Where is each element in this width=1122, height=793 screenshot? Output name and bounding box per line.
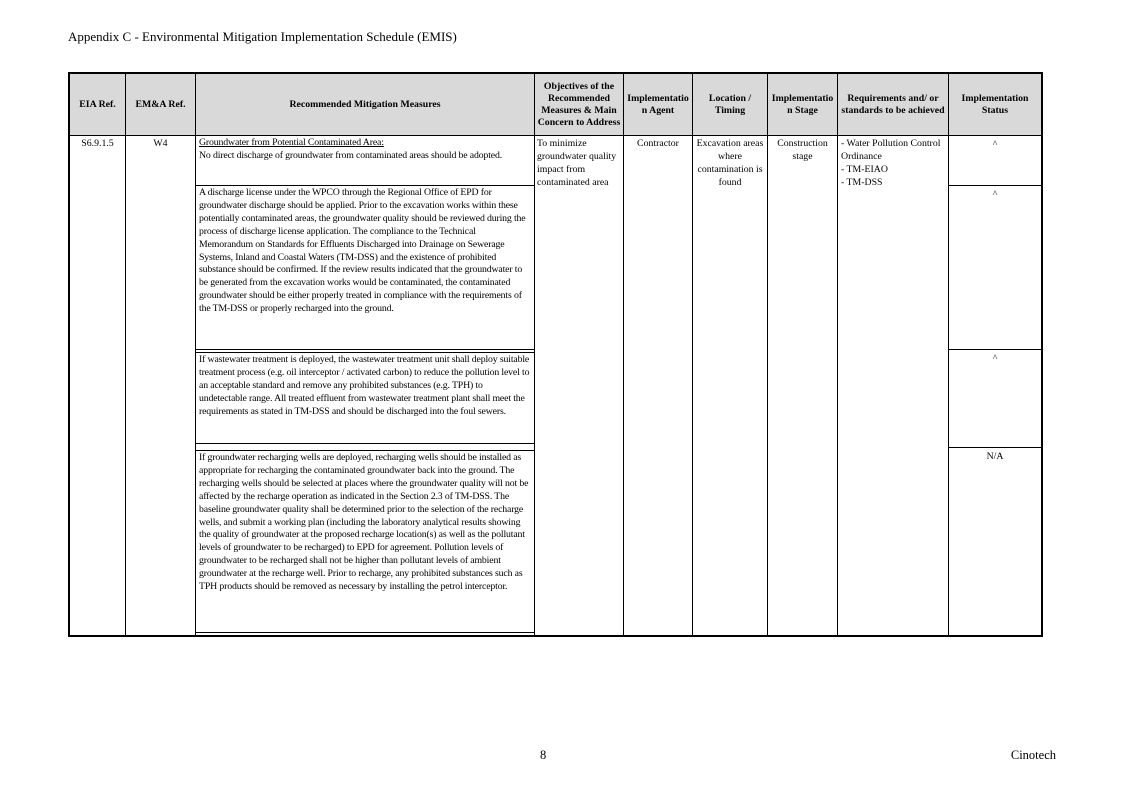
header-implementation-status: Implementation Status xyxy=(961,92,1029,116)
emis-table xyxy=(68,72,1043,637)
header-objectives: Objectives of the Recommended Measures & Main Concern to Address xyxy=(535,74,624,135)
cell-requirements xyxy=(838,136,949,635)
measure-heading: Groundwater from Potential Contaminated Area: xyxy=(199,137,384,148)
cell-location-timing: Excavation areas where contamination is found xyxy=(693,136,768,635)
header-ema-ref: EM&A Ref. xyxy=(126,74,196,135)
status-item-1: ^ xyxy=(949,136,1041,186)
cell-objectives: To minimize groundwater quality impact from contaminated area xyxy=(535,136,624,635)
header-location-timing: Location / Timing xyxy=(693,74,768,135)
requirement-item: - Water Pollution Control Ordinance xyxy=(841,138,941,162)
cell-implementation-agent: Contractor xyxy=(624,136,693,635)
header-mitigation-measures: Recommended Mitigation Measures xyxy=(196,74,535,135)
requirement-item: - TM-DSS xyxy=(841,176,883,188)
measure-item-3: If wastewater treatment is deployed, the wastewater treatment unit shall deploy suitable treatment process (e.g. oil interceptor / activated carbon) to reduce the pollution level to an acceptable standard and remove any prohibited substances (e.g. TPH) to undetectable range. All treated effluent from wastewater treatment plant shall meet the requirements as stated in TM-DSS and should be discharged into the foul sewers. xyxy=(196,352,534,444)
header-implementation-stage: Implementation Stage xyxy=(768,74,838,135)
status-item-4: N/A xyxy=(986,451,1004,462)
header-requirements: Requirements and/ or standards to be achieved xyxy=(838,74,949,135)
page-number: 8 xyxy=(540,748,547,762)
measure-item-4: If groundwater recharging wells are deployed, recharging wells should be installed as appropriate for recharging the contaminated groundwater back into the ground. The recharging wells should be selected at places where the groundwater quality will not be affected by the recharge operation as indicated in the Section 2.3 of TM-DSS. The baseline groundwater quality shall be determined prior to the selection of the recharge wells, and submit a working plan (including the laboratory analytical results showing the quality of groundwater at the proposed recharge location(s) as well as the pollutant levels of groundwater to be recharged) to EPD for agreement. Pollution levels of groundwater to be recharged shall not be higher than pollutant levels of ambient groundwater at the recharge well. Prior to recharge, any prohibited substances such as TPH products should be removed as necessary by installing the petrol interceptor. xyxy=(196,450,534,633)
measure-item-1 xyxy=(196,136,534,186)
cell-ema-ref: W4 xyxy=(126,136,196,635)
cell-implementation-status xyxy=(949,136,1041,635)
status-item-3: ^ xyxy=(949,350,1041,448)
measure-text: No direct discharge of groundwater from contaminated areas should be adopted. xyxy=(199,149,503,161)
table-data-row xyxy=(70,136,1041,635)
page-title: Appendix C - Environmental Mitigation Implementation Schedule (EMIS) xyxy=(68,29,457,44)
cell-mitigation-measures xyxy=(196,136,535,635)
company-name: Cinotech xyxy=(1010,748,1056,762)
header-eia-ref: EIA Ref. xyxy=(70,74,126,135)
requirement-item: - TM-EIAO xyxy=(841,163,888,175)
cell-eia-ref: S6.9.1.5 xyxy=(70,136,126,635)
measure-item-2: A discharge license under the WPCO through the Regional Office of EPD for groundwater discharge should be applied. Prior to the excavation works within these potentially contaminated areas, the groundwater quality should be reviewed during the process of discharge license application. The compliance to the Technical Memorandum on Standards for Effluents Discharged into Drainage on Sewerage Systems, Inland and Coastal Waters (TM-DSS) and the existence of prohibited substance should be confirmed. If the review results indicated that the groundwater to be generated from the excavation works would be contaminated, the contaminated groundwater should be either properly treated in compliance with the requirements of the TM-DSS or properly recharged into the ground. xyxy=(196,186,534,350)
table-header-row xyxy=(70,74,1041,136)
status-item-2: ^ xyxy=(949,186,1041,350)
cell-implementation-stage: Construction stage xyxy=(768,136,838,635)
header-implementation-agent: Implementation Agent xyxy=(624,74,693,135)
